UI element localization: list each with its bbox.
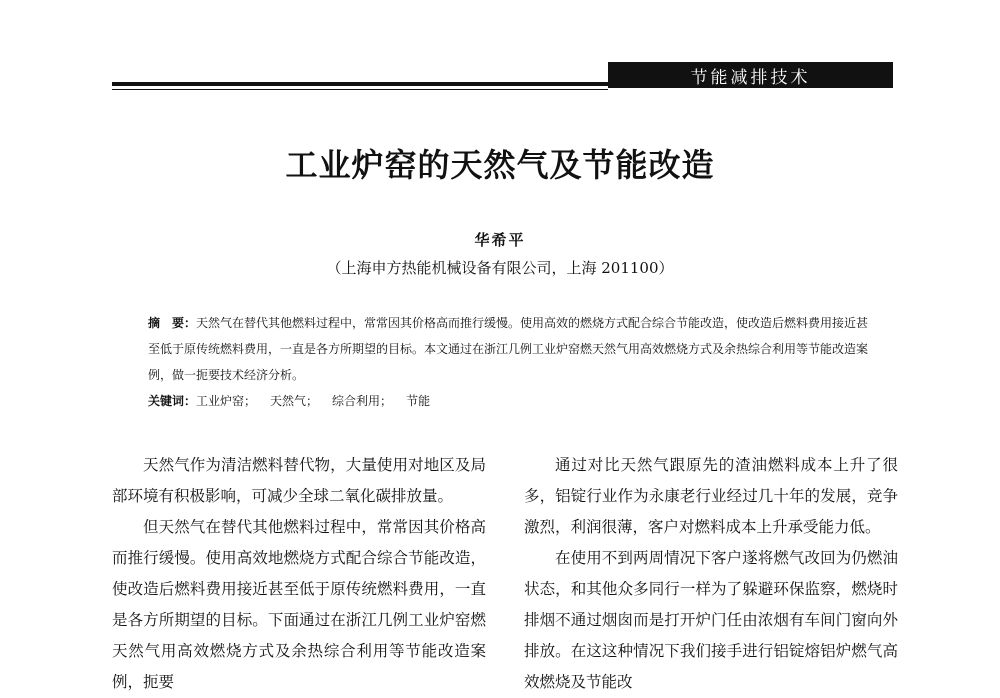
abstract — [148, 310, 878, 388]
header-rule-thick — [112, 82, 608, 86]
article-author: 华希平 — [474, 231, 526, 249]
keyword: 天然气； — [270, 394, 319, 408]
abstract-label: 摘 要： — [148, 316, 197, 330]
body-column-left — [112, 450, 486, 698]
section-tag: 节能减排技术 — [608, 62, 893, 88]
body-paragraph: 但天然气在替代其他燃料过程中，常常因其价格高而推行缓慢。使用高效地燃烧方式配合综合节能改造，使改造后燃料费用接近甚至低于原传统燃料费用，一直是各方所期望的目标。下面通过在浙江几例工业炉窑燃天然气用高效燃烧方式及余热综合利用等节能改造案例，扼要 — [112, 518, 486, 691]
keywords-label: 关键词： — [148, 394, 197, 408]
abstract-block — [148, 310, 878, 414]
body-paragraph: 天然气作为清洁燃料替代物，大量使用对地区及局部环境有积极影响，可减少全球二氧化碳排放量。 — [112, 456, 486, 505]
header-rule-thin — [112, 89, 608, 90]
abstract-text: 天然气在替代其他燃料过程中，常常因其价格高而推行缓慢。使用高效的燃烧方式配合综合节能改造，使改造后燃料费用接近甚至低于原传统燃料费用，一直是各方所期望的目标。本文通过在浙江几例工业炉窑燃天然气用高效燃烧方式及余热综合利用等节能改造案例，做一扼要技术经济分析。 — [148, 316, 869, 382]
body-column-right — [524, 450, 898, 698]
keywords — [148, 388, 878, 414]
keyword: 综合利用； — [332, 394, 393, 408]
article-affiliation: （上海申方热能机械设备有限公司，上海 201100） — [326, 259, 674, 277]
body-paragraph: 通过对比天然气跟原先的渣油燃料成本上升了很多，铝锭行业作为永康老行业经过几十年的发展，竞争激烈，利润很薄，客户对燃料成本上升承受能力低。 — [524, 456, 898, 536]
article-title: 工业炉窑的天然气及节能改造 — [285, 146, 715, 184]
body-paragraph: 在使用不到两周情况下客户遂将燃气改回为仍燃油状态，和其他众多同行一样为了躲避环保监察，燃烧时排烟不通过烟囱而是打开炉门任由浓烟有车间门窗向外排放。在这这种情况下我们接手进行铝锭熔铝炉燃气高效燃烧及节能改 — [524, 549, 898, 691]
keyword: 工业炉窑； — [196, 394, 257, 408]
keyword: 节能 — [406, 394, 431, 408]
